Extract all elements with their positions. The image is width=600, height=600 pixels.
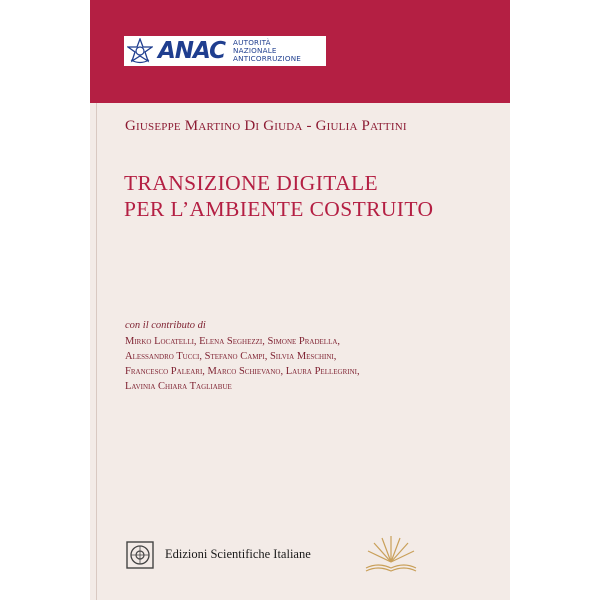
- anac-logo: [124, 36, 326, 66]
- contributors-intro: con il contributo di: [125, 320, 206, 331]
- title-line: TRANSIZIONE DIGITALE: [124, 171, 379, 195]
- title-line: PER L’AMBIENTE COSTRUITO: [124, 197, 434, 221]
- contributors-list: [125, 334, 505, 394]
- open-book-rays-icon: [360, 532, 422, 574]
- anac-subtitle: [233, 39, 301, 63]
- authors: Giuseppe Martino Di Giuda - Giulia Pattini: [125, 118, 407, 134]
- anac-wordmark: ANAC: [158, 38, 226, 64]
- contributors-line: Alessandro Tucci, Stefano Campi, Silvia Meschini,: [125, 351, 337, 362]
- anac-subtitle-line: NAZIONALE: [233, 46, 277, 55]
- contributors-line: Lavinia Chiara Tagliabue: [125, 381, 232, 392]
- italian-emblem-icon: [127, 38, 153, 64]
- contributors-line: Mirko Locatelli, Elena Seghezzi, Simone Pradella,: [125, 336, 341, 347]
- contributors-line: Francesco Paleari, Marco Schievano, Laura Pellegrini,: [125, 366, 360, 377]
- anac-subtitle-line: ANTICORRUZIONE: [233, 54, 302, 63]
- anac-subtitle-line: AUTORITÀ: [233, 38, 271, 47]
- book-title: [124, 170, 504, 222]
- cover-edge-line: [96, 103, 97, 600]
- publisher-emblem-icon: [125, 540, 155, 570]
- publisher-name: Edizioni Scientifiche Italiane: [165, 547, 311, 561]
